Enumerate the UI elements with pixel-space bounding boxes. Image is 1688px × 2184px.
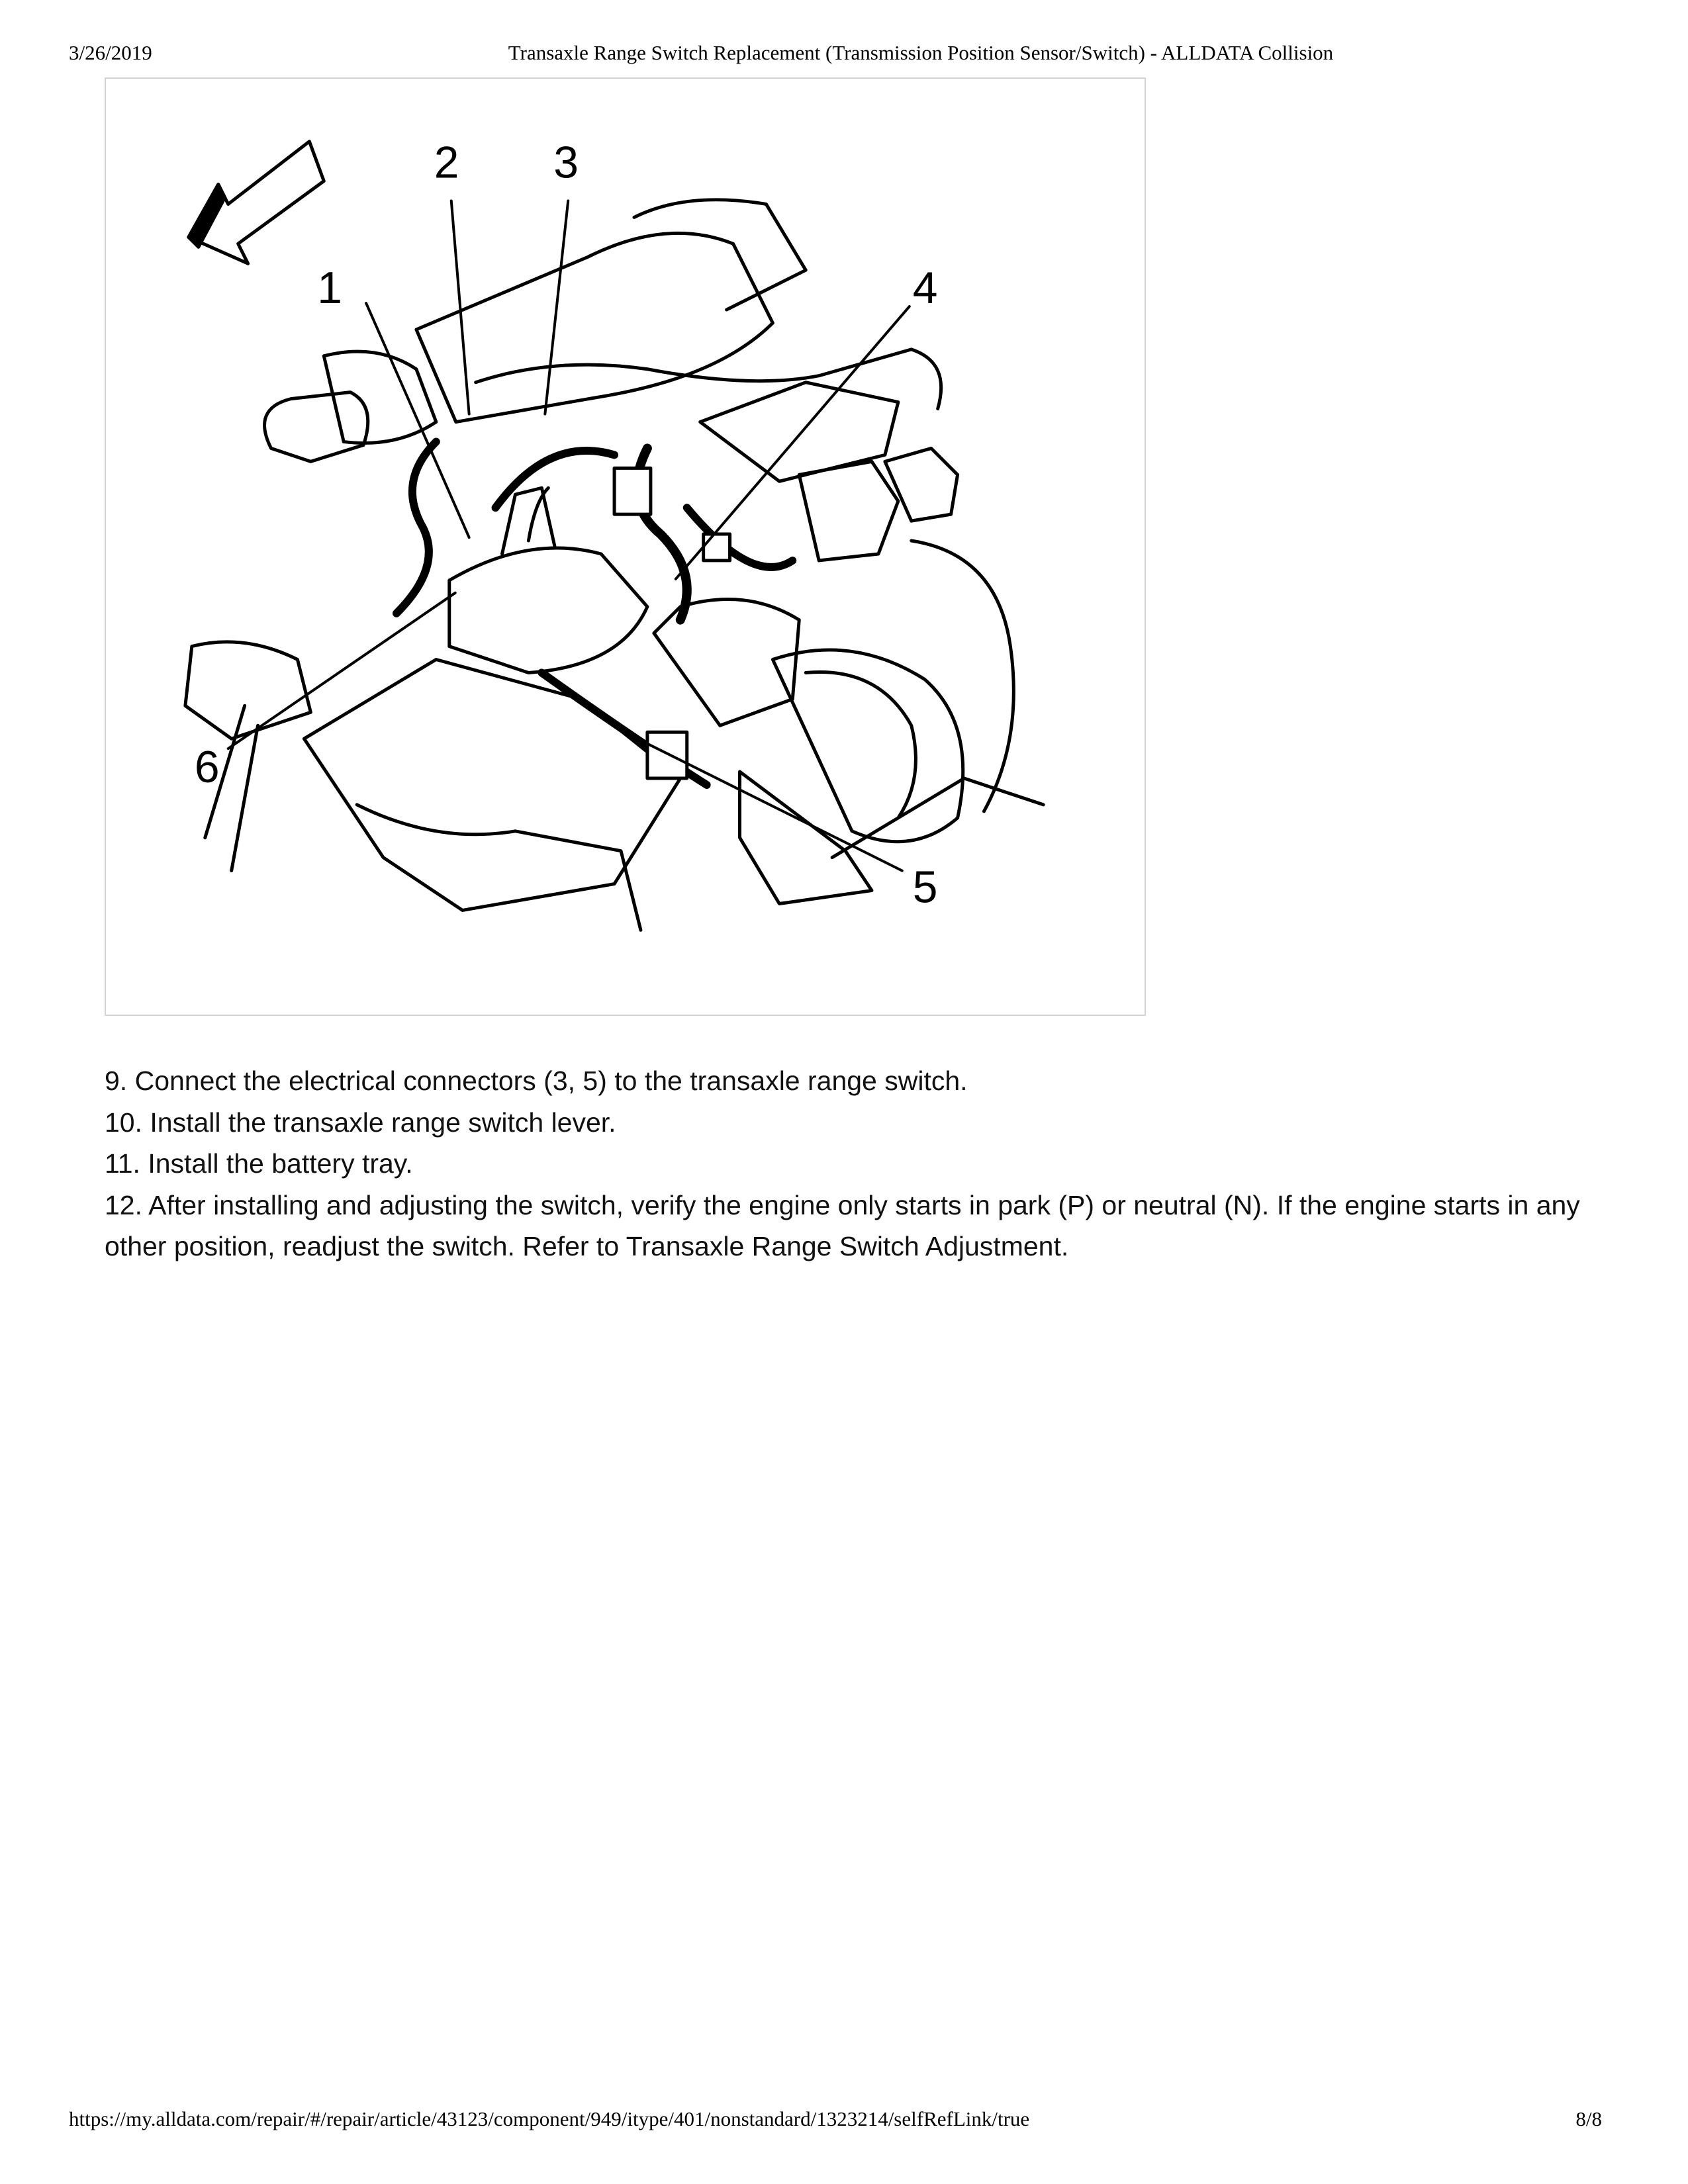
procedure-steps [105, 1060, 1594, 1267]
footer-page-number: 8/8 [1575, 2107, 1602, 2130]
callout-6: 6 [194, 742, 220, 792]
front-direction-arrow-icon [189, 142, 324, 263]
header-title: Transaxle Range Switch Replacement (Transmission Position Sensor/Switch) - ALLDATA Collision [508, 41, 1334, 64]
callout-4: 4 [912, 263, 938, 314]
step-10: 10. Install the transaxle range switch lever. [105, 1107, 616, 1138]
callout-3: 3 [553, 138, 579, 188]
step-11: 11. Install the battery tray. [105, 1148, 413, 1179]
callout-1: 1 [317, 263, 343, 314]
header-date: 3/26/2019 [69, 41, 152, 64]
step-9: 9. Connect the electrical connectors (3, 5) to the transaxle range switch. [105, 1066, 968, 1096]
callout-2: 2 [434, 138, 459, 188]
footer-url: https://my.alldata.com/repair/#/repair/article/43123/component/949/itype/401/nonstandard/1323214/selfRefLink/true [69, 2107, 1030, 2130]
step-12: 12. After installing and adjusting the switch, verify the engine only starts in park (P) or neutral (N). If the engine starts in any other position, readjust the switch. Refer to Transaxle Range Switch Adjustment. [105, 1189, 1580, 1261]
callout-5: 5 [912, 862, 938, 913]
transaxle-range-switch-diagram [105, 77, 1146, 1016]
